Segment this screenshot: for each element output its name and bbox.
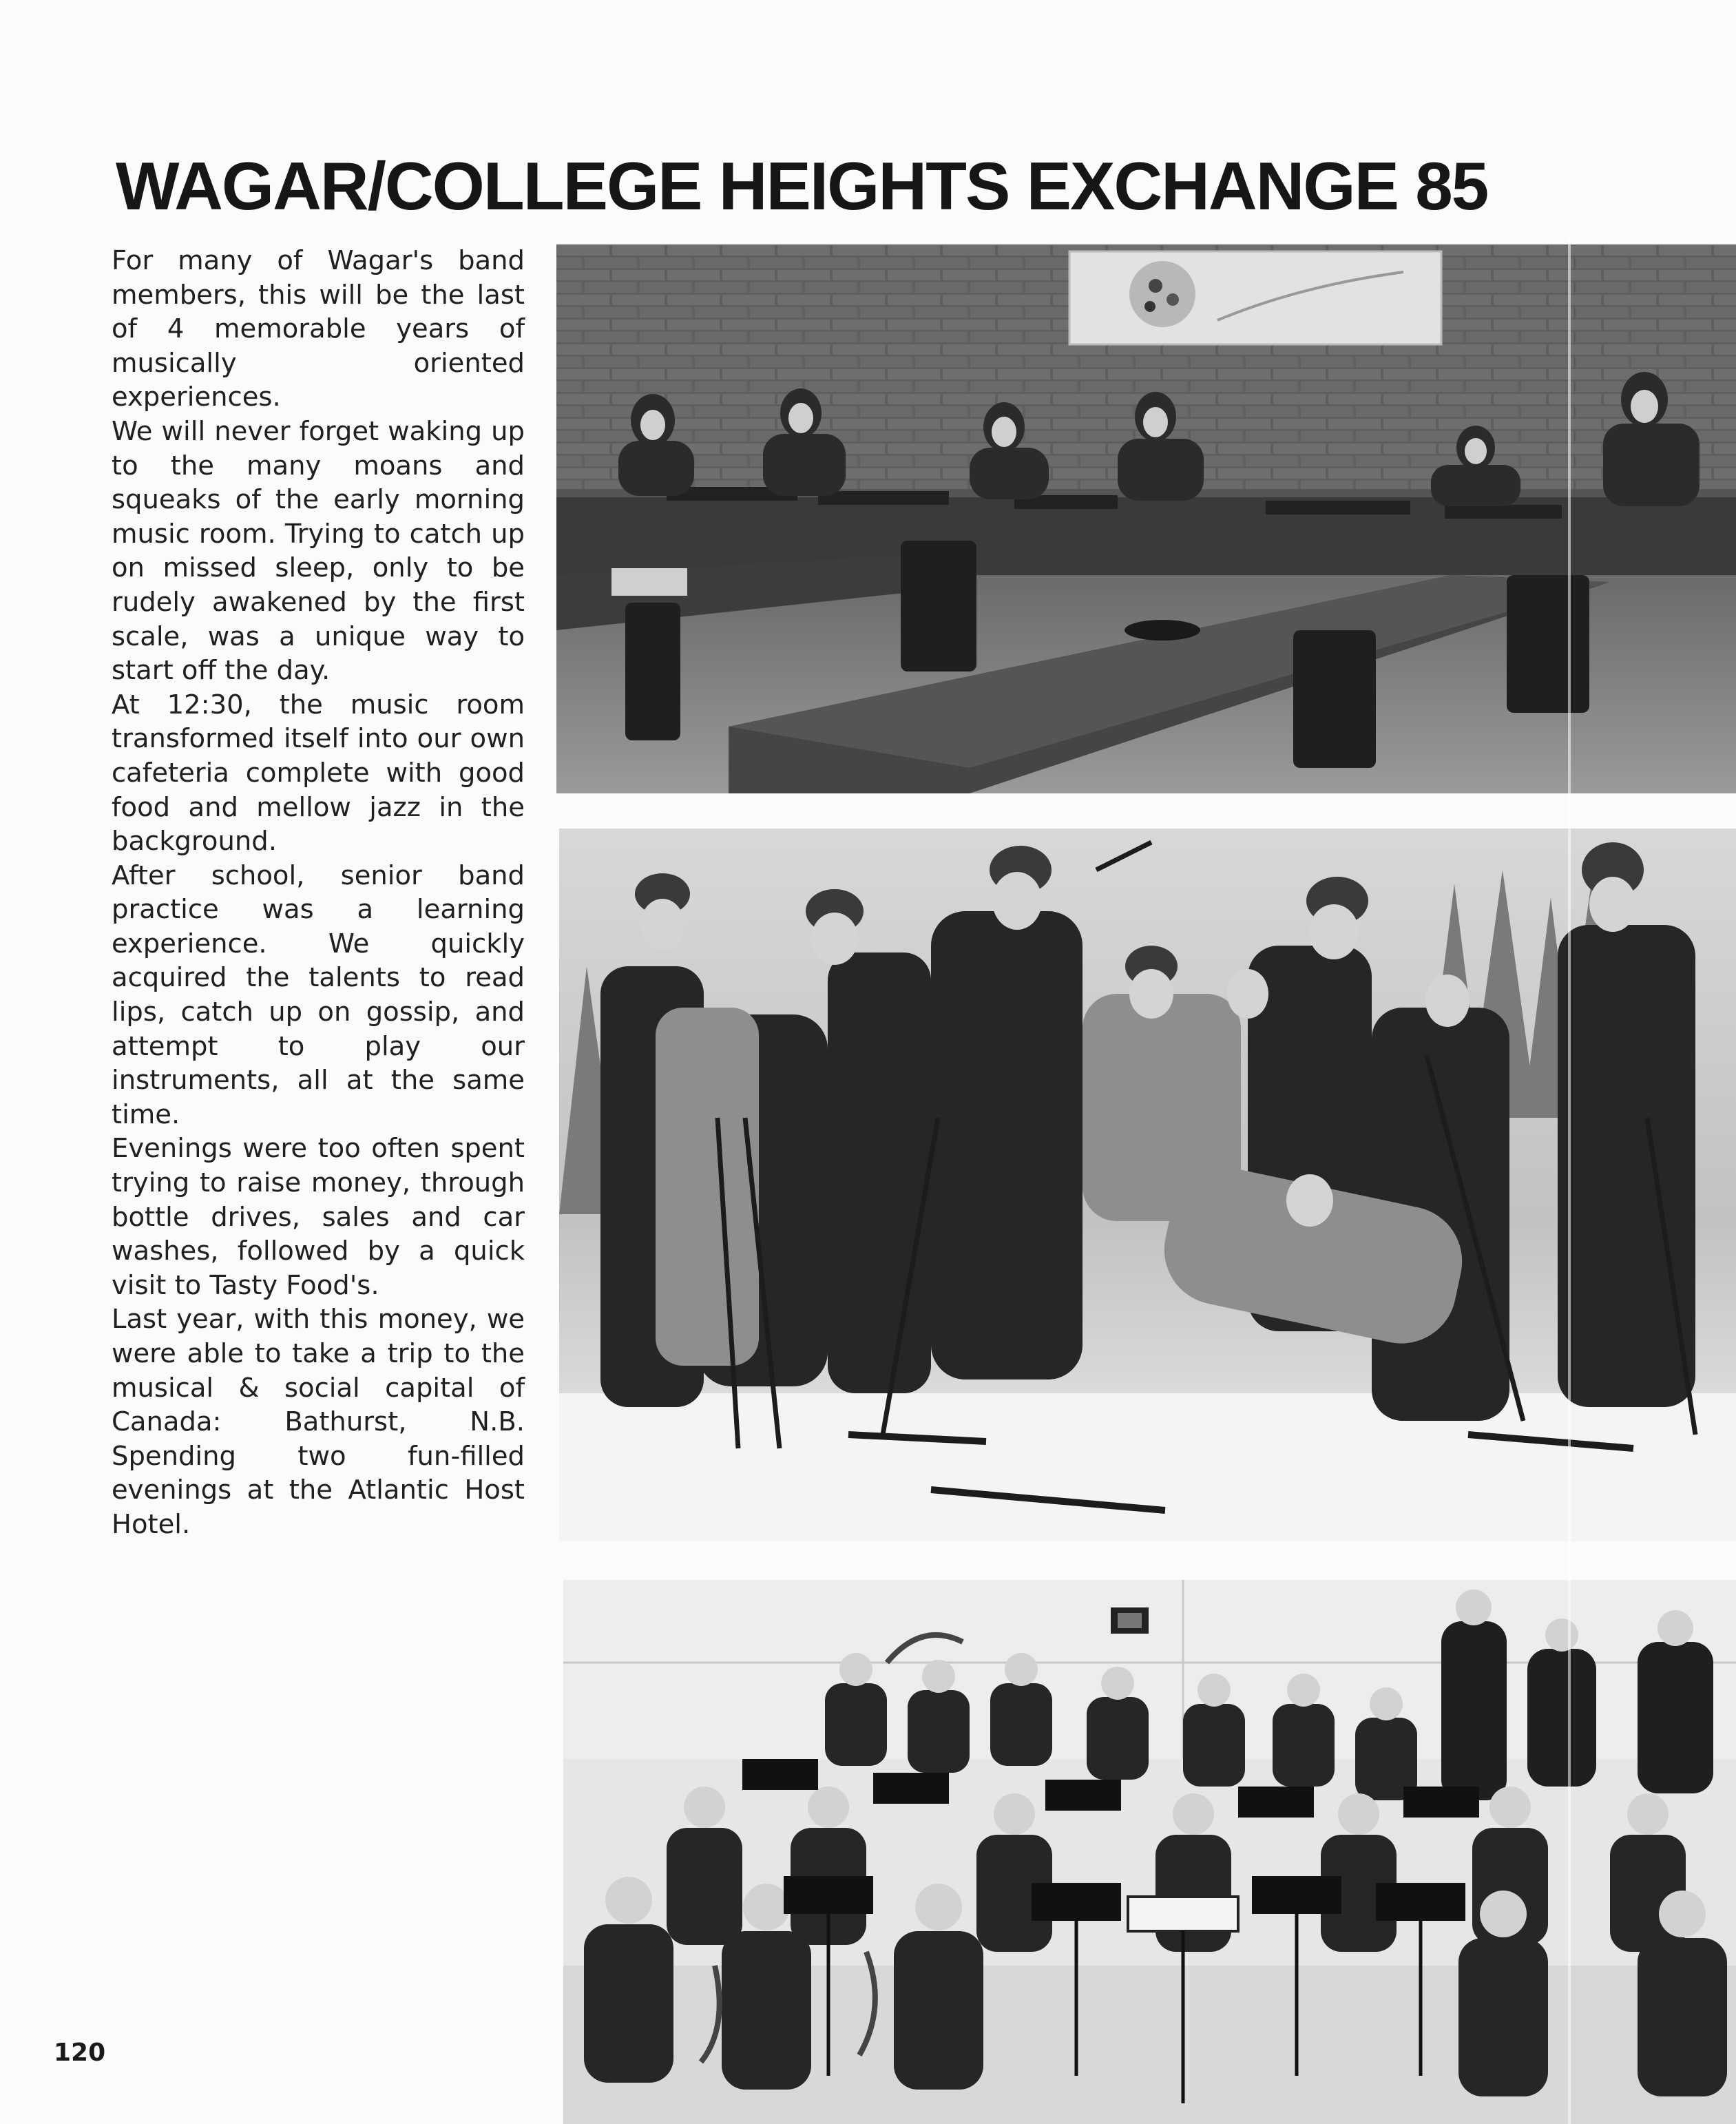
article-paragraph: We will never forget waking up to the many moans and squeaks of the early morning music room. Trying to catch up on missed sleep, only to be rudely awakened by the first scale, was a unique way to start off the day. bbox=[112, 415, 525, 687]
page-title: WAGAR/COLLEGE HEIGHTS EXCHANGE 85 bbox=[116, 148, 1488, 224]
ski-group-illustration bbox=[559, 829, 1736, 1541]
article-paragraph: For many of Wagar's band members, this will be the last of 4 memorable years of musically oriented experiences. bbox=[112, 245, 525, 413]
article-paragraph: At 12:30, the music room transformed itself into our own cafeteria complete with good food and mellow jazz in the background. bbox=[112, 689, 525, 857]
page-fold-line bbox=[1568, 234, 1571, 2124]
council-chamber-photo bbox=[556, 244, 1736, 793]
article-paragraph: Evenings were too often spent trying to raise money, through bottle drives, sales and car washes, followed by a quick visit to Tasty Food's. bbox=[112, 1133, 525, 1301]
council-chamber-illustration bbox=[556, 244, 1736, 793]
article-text bbox=[112, 244, 525, 1542]
article-paragraph: After school, senior band practice was a learning experience. We quickly acquired the talents to read lips, catch up on gossip, and attempt to play our instruments, all at the same time. bbox=[112, 860, 525, 1130]
article-paragraph: Last year, with this money, we were able to take a trip to the musical & social capital of Canada: Bathurst, N.B. Spending two fun-filled evenings at the Atlantic Host Hotel. bbox=[112, 1304, 525, 1540]
page-number: 120 bbox=[54, 2039, 106, 2067]
ski-trip-photo bbox=[559, 829, 1736, 1541]
band-illustration bbox=[563, 1580, 1736, 2124]
band-rehearsal-photo bbox=[563, 1580, 1736, 2124]
